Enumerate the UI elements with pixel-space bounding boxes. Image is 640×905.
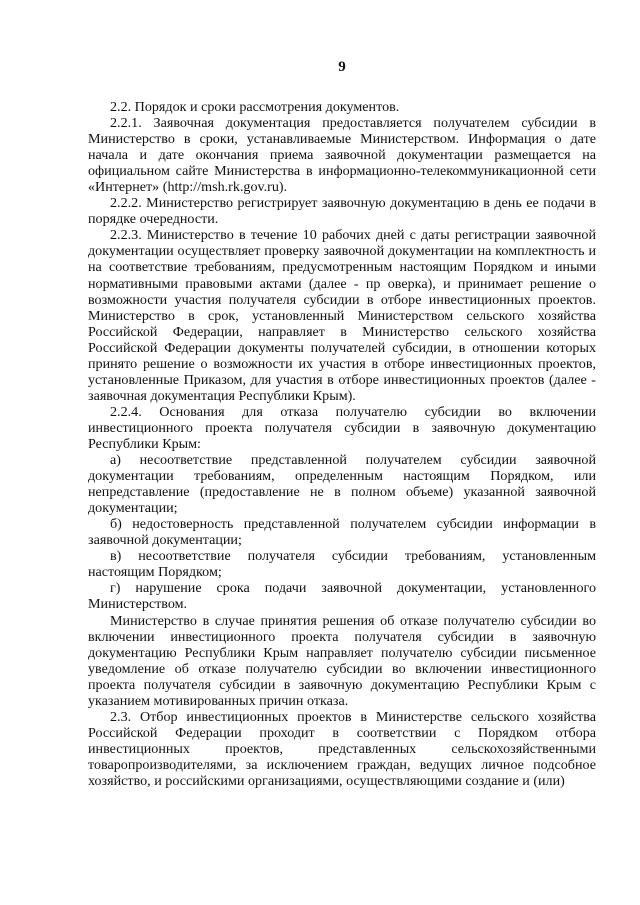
paragraph-2-2: 2.2. Порядок и сроки рассмотрения документов. bbox=[110, 99, 400, 115]
paragraph-2-2-1: 2.2.1. Заявочная документация предоставляется получателем субсидии в Министерство в сроки, устанавливаемые Министерством. Информация о дате начала и дате окончания приема заявочной документации размещается на официальном сайте Министерства в информационно-телекоммуникационной сети «Интернет» (http://msh.rk.gov.ru). bbox=[88, 115, 596, 196]
document-body bbox=[88, 99, 596, 789]
paragraph-refusal-notice: Министерство в случае принятия решения об отказе получателю субсидии во включении инвестиционного проекта получателя субсидии в заявочную документацию Республики Крым направляет получателю субсидии письменное уведомление об отказе получателю субсидии во включении инвестиционного проекта получателя субсидии в заявочную документацию Республики Крым с указанием мотивированных причин отказа. bbox=[88, 612, 596, 709]
paragraph-2-2-3: 2.2.3. Министерство в течение 10 рабочих дней с даты регистрации заявочной документации осуществляет проверку заявочной документации на комплектность и на соответствие требованиям, предусмотренным настоящим Порядком и иными нормативными правовыми актами (далее - пр оверка), и принимает решение о возможности участия получателя субсидии в отборе инвестиционных проектов. Министерство в срок, установленный Министерством сельского хозяйства Российской Федерации, направляет в Министерство сельского хозяйства Российской Федерации документы получателей субсидии, в отношении которых принято решение о возможности их участия в отборе инвестиционных проектов, установленные Приказом, для участия в отборе инвестиционных проектов (далее - заявочная документация Республики Крым). bbox=[88, 227, 596, 404]
list-item-g: г) нарушение срока подачи заявочной документации, установленного Министерством. bbox=[88, 580, 596, 613]
list-item-a: а) несоответствие представленной получателем субсидии заявочной документации требованиям, определенным настоящим Порядком, или непредставление (предоставление не в полном объеме) указанной заявочной документации; bbox=[88, 452, 596, 517]
list-item-b: б) недостоверность представленной получателем субсидии информации в заявочной документации; bbox=[88, 516, 596, 549]
paragraph-2-2-2: 2.2.2. Министерство регистрирует заявочную документацию в день ее подачи в порядке очередности. bbox=[88, 195, 596, 228]
page-number: 9 bbox=[338, 59, 346, 75]
paragraph-2-2-4: 2.2.4. Основания для отказа получателю субсидии во включении инвестиционного проекта получателя субсидии в заявочную документацию Республики Крым: bbox=[88, 403, 596, 452]
list-item-v: в) несоответствие получателя субсидии требованиям, установленным настоящим Порядком; bbox=[88, 548, 596, 581]
paragraph-2-3: 2.3. Отбор инвестиционных проектов в Министерстве сельского хозяйства Российской Федерации проходит в соответствии с Порядком отбора инвестиционных проектов, представленных сельскохозяйственными товаропроизводителями, за исключением граждан, ведущих личное подсобное хозяйство, и российскими организациями, осуществляющими создание и (или) bbox=[88, 708, 596, 789]
